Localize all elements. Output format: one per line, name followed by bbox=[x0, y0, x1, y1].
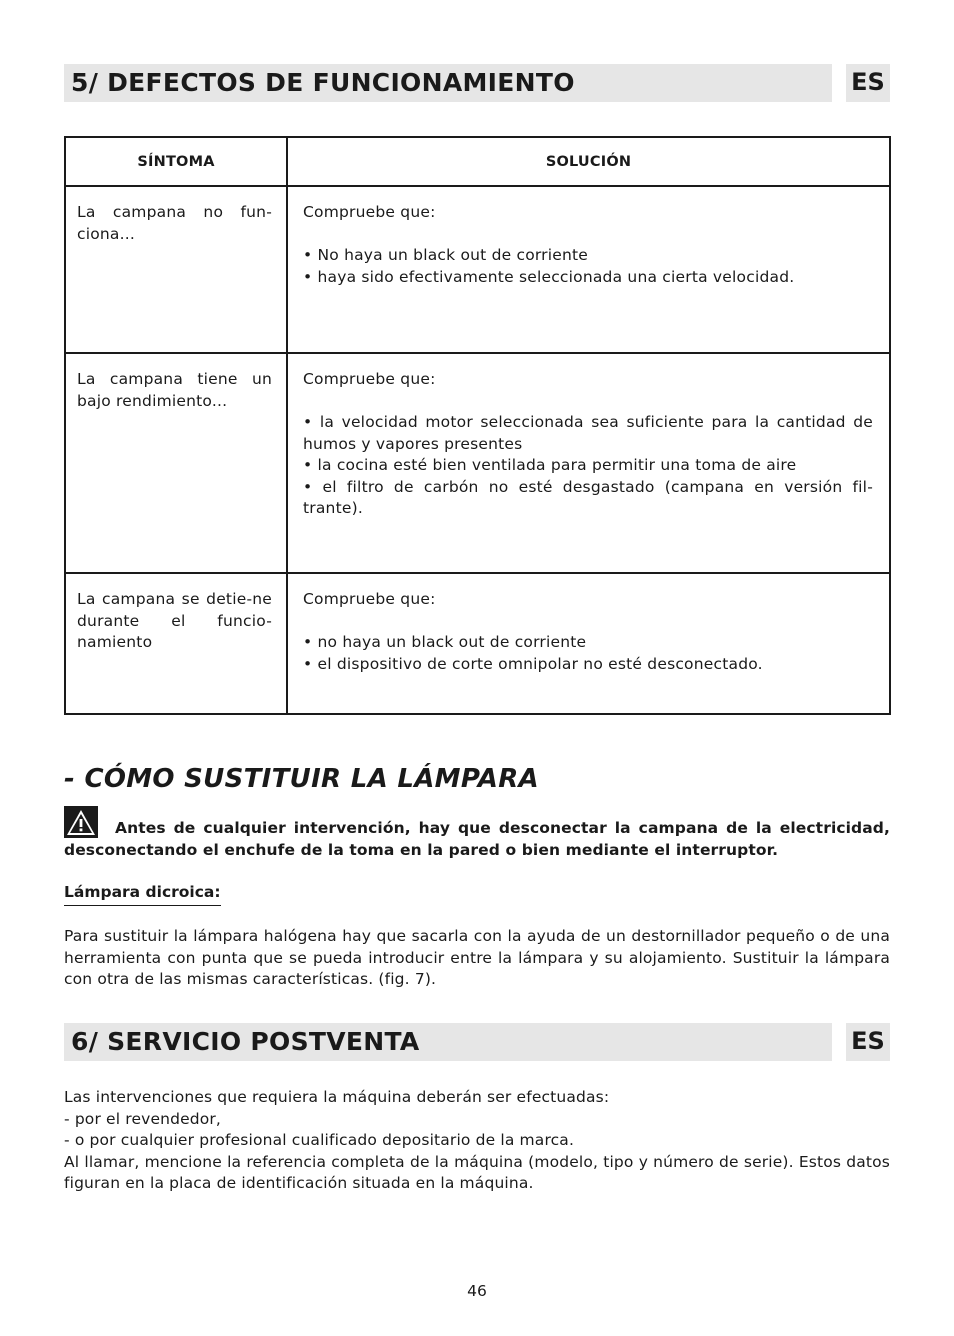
lamp-paragraph: Para sustituir la lámpara halógena hay que sacarla con la ayuda de un destornillador pequeño o de una herramienta con punta que se pueda introducir entre la lámpara y su alojamiento. Sustituir la lámpara con otra de las mismas características. (fig. 7). bbox=[64, 927, 890, 988]
service-line: - o por cualquier profesional cualificado depositario de la marca. bbox=[64, 1131, 575, 1149]
table-row bbox=[65, 573, 890, 714]
section-5-title: 5/ DEFECTOS DE FUNCIONAMIENTO bbox=[71, 68, 575, 97]
solution-bullet: • no haya un black out de corriente bbox=[303, 632, 873, 654]
section-6-header bbox=[64, 1023, 832, 1061]
lamp-heading: - CÓMO SUSTITUIR LA LÁMPARA bbox=[64, 764, 539, 794]
service-line: - por el revendedor, bbox=[64, 1109, 222, 1128]
language-badge: ES bbox=[846, 64, 890, 102]
column-header-symptom: SÍNTOMA bbox=[65, 137, 287, 186]
section-5-header bbox=[64, 64, 832, 102]
solution-intro: Compruebe que: bbox=[303, 370, 436, 388]
symptom-cell: La campana tiene un bajo rendimiento... bbox=[65, 353, 287, 573]
lamp-instructions bbox=[64, 926, 890, 991]
solution-bullet: • la cocina esté bien ventilada para permitir una toma de aire bbox=[303, 455, 873, 477]
table-row bbox=[65, 186, 890, 353]
service-closing: Al llamar, mencione la referencia completa de la máquina (modelo, tipo y número de serie). Estos datos figuran en la placa de identificación situada en la máquina. bbox=[64, 1152, 890, 1192]
solution-cell bbox=[287, 186, 890, 353]
solution-intro: Compruebe que: bbox=[303, 203, 436, 221]
symptom-cell: La campana no fun-ciona... bbox=[65, 186, 287, 353]
solution-bullet: • la velocidad motor seleccionada sea suficiente para la cantidad de humos y vapores presentes bbox=[303, 412, 873, 455]
solution-cell bbox=[287, 573, 890, 714]
lamp-subheading: Lámpara dicroica: bbox=[64, 882, 221, 906]
service-text bbox=[64, 1087, 890, 1195]
solution-bullet: • el filtro de carbón no esté desgastado (campana en versión fil-trante). bbox=[303, 477, 873, 520]
page-number: 46 bbox=[467, 1282, 487, 1300]
section-6-title: 6/ SERVICIO POSTVENTA bbox=[71, 1027, 420, 1056]
table-row bbox=[65, 353, 890, 573]
symptom-cell: La campana se detie-ne durante el funcio-namiento bbox=[65, 573, 287, 714]
language-badge: ES bbox=[846, 1023, 890, 1061]
warning-text: Antes de cualquier intervención, hay que desconectar la campana de la electricidad, desconectando el enchufe de la toma en la pared o bien mediante el interruptor. bbox=[64, 819, 890, 859]
solution-bullet: • el dispositivo de corte omnipolar no esté desconectado. bbox=[303, 654, 873, 676]
solution-cell bbox=[287, 353, 890, 573]
service-line: Las intervenciones que requiera la máquina deberán ser efectuadas: bbox=[64, 1088, 610, 1106]
solution-bullet: • No haya un black out de corriente bbox=[303, 245, 873, 267]
column-header-solution: SOLUCIÓN bbox=[287, 137, 890, 186]
solution-intro: Compruebe que: bbox=[303, 590, 436, 608]
fault-table bbox=[64, 136, 891, 715]
table-header-row bbox=[65, 137, 890, 186]
solution-bullet: • haya sido efectivamente seleccionada una cierta velocidad. bbox=[303, 267, 873, 289]
